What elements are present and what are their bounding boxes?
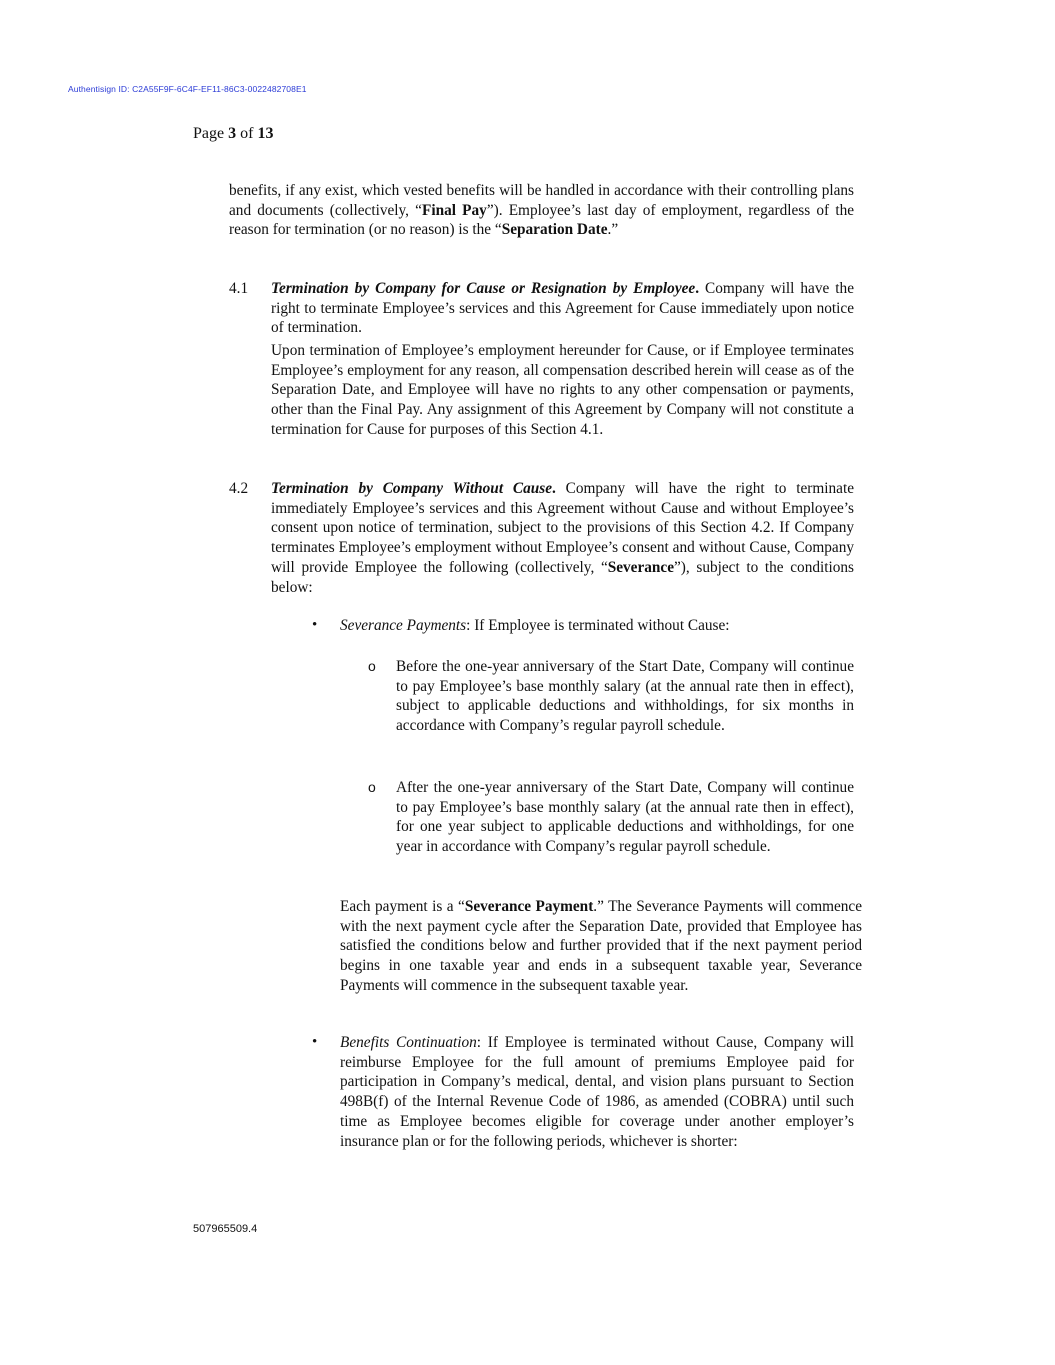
final-pay-term: Final Pay: [421, 201, 487, 219]
severance-term: Severance: [607, 558, 674, 576]
severance-payment-term: Severance Payment: [464, 898, 594, 915]
sub-bullet-icon: o: [368, 658, 376, 674]
each-payment-text-1: Each payment is a “: [340, 898, 465, 915]
page-of: of: [236, 125, 258, 142]
separation-date-term: Separation Date: [501, 221, 608, 239]
bullet-icon: •: [312, 617, 318, 633]
intro-text-3: .”: [607, 221, 619, 239]
document-id: 507965509.4: [193, 1223, 258, 1235]
section-4-2-text-2: ”), subject to the conditions below:: [271, 558, 854, 596]
section-4-1-paragraph: [271, 279, 854, 338]
benefits-continuation-label: Benefits Continuation: [340, 1034, 477, 1051]
bullet-icon: •: [312, 1034, 318, 1050]
page-current: 3: [228, 125, 237, 142]
section-4-2-paragraph: [271, 479, 854, 597]
page-total: 13: [257, 125, 274, 142]
section-4-2-text-1: Company will have the right to terminate immediately Employee’s services and this Agreement without Cause and without Employee’s consent upon notice of termination, subject to the provisions of this Section 4.2. If Company terminates Employee’s employment without Employee’s consent and without Cause, Company will provide Employee the following (collectively, “: [271, 480, 854, 576]
page-number: [193, 125, 273, 143]
sub-item-before-anniversary: Before the one-year anniversary of the Start Date, Company will continue to pay Employee’s base monthly salary (at the annual rate then in effect), subject to applicable deductions and withholdings, for six months in accordance with Company’s regular payroll schedule.: [396, 658, 854, 735]
sub-item-after-anniversary: After the one-year anniversary of the Start Date, Company will continue to pay Employee’s base monthly salary (at the annual rate then in effect), for one year subject to applicable deductions and withholdings, for one year in accordance with Company’s regular payroll schedule.: [396, 779, 854, 856]
page-prefix: Page: [193, 125, 229, 142]
section-4-1-text: Company will have the right to terminate Employee’s services and this Agreement for Cause immediately upon notice of termination.: [271, 280, 854, 337]
section-4-2-number: 4.2: [229, 480, 249, 497]
sub-bullet-icon: o: [368, 779, 376, 795]
benefits-continuation-item: [340, 1033, 854, 1151]
severance-payments-text: : If Employee is terminated without Cause:: [466, 617, 730, 634]
authentisign-id: Authentisign ID: C2A55F9F-6C4F-EF11-86C3-0022482708E1: [68, 84, 307, 94]
section-4-1-heading: Termination by Company for Cause or Resignation by Employee: [271, 280, 696, 297]
each-payment-text-2: .” The Severance Payments will commence with the next payment cycle after the Separation Date, provided that Employee has satisfied the conditions below and further provided that if the next payment period begins in one taxable year and ends in a subsequent taxable year, Severance Payments will commence in the subsequent taxable year.: [340, 898, 863, 994]
severance-payments-label: Severance Payments: [340, 617, 467, 634]
intro-text-1: benefits, if any exist, which vested benefits will be handled in accordance with their controlling plans and documents (collectively, “: [229, 182, 854, 219]
section-4-1-number: 4.1: [229, 280, 249, 297]
benefits-continuation-text: : If Employee is terminated without Cause, Company will reimburse Employee for the full amount of premiums Employee paid for participation in Company’s medical, dental, and vision plans pursuant to Section 498B(f) of the Internal Revenue Code of 1986, as amended (COBRA) until such time as Employee becomes eligible for coverage under another employer’s insurance plan or for the following periods, whichever is shorter:: [340, 1034, 855, 1150]
section-4-2-heading-dot: .: [552, 480, 556, 497]
intro-text-2: ”). Employee’s last day of employment, regardless of the reason for termination (or no reason) is the “: [229, 201, 855, 239]
section-4-1-heading-dot: .: [695, 280, 700, 297]
section-4-2-heading: Termination by Company Without Cause: [271, 480, 552, 497]
section-4-1-paragraph-2: Upon termination of Employee’s employment hereunder for Cause, or if Employee terminates Employee’s employment for any reason, all compensation described herein will cease as of the Separation Date, and Employee will have no rights to any other compensation or payments, other than the Final Pay. Any assignment of this Agreement by Company will not constitute a termination for Cause for purposes of this Section 4.1.: [271, 342, 854, 438]
intro-paragraph: [229, 181, 854, 240]
severance-payments-item: [340, 616, 860, 636]
each-payment-paragraph: [340, 897, 862, 996]
